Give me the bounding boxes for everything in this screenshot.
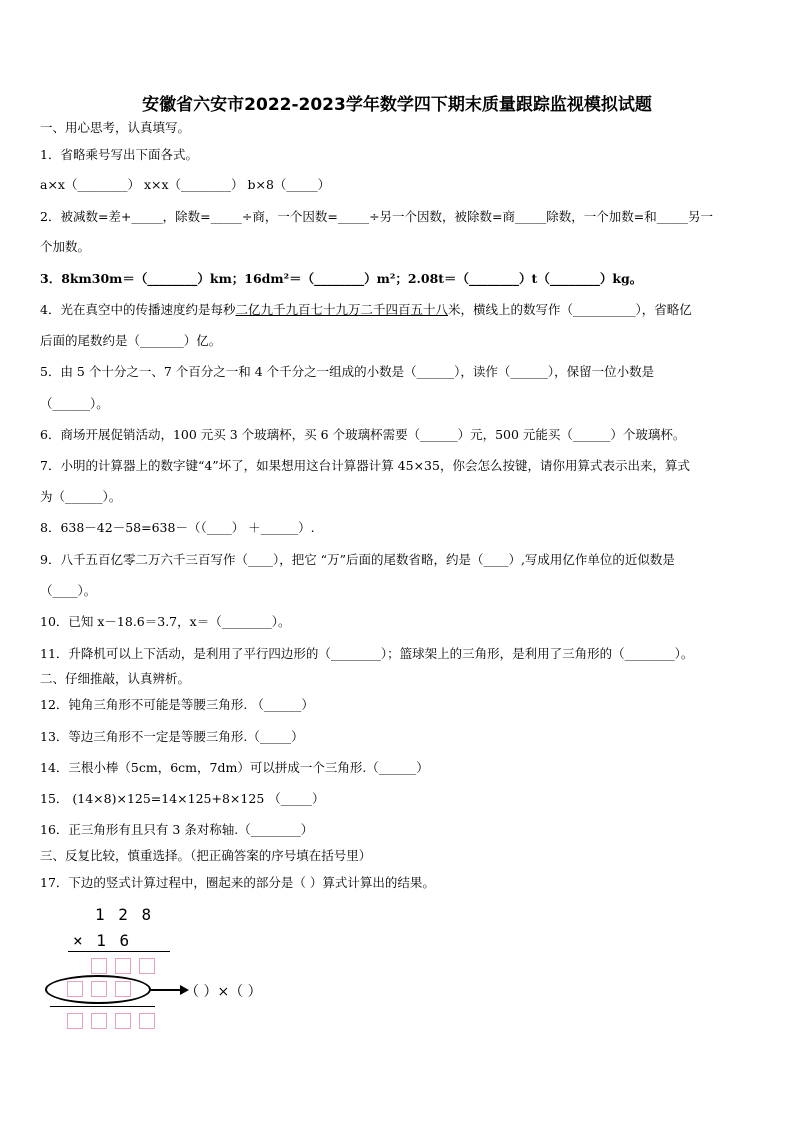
question-8: 8．638－42－58=638－（（____） ＋______）. [40, 520, 315, 535]
question-5: 5．由 5 个十分之一、7 个百分之一和 4 个千分之一组成的小数是（______），读作（______），保留一位小数是 [40, 364, 655, 379]
question-7: 7．小明的计算器上的数字键“4”坏了，如果想用这台计算器计算 45×35，你会怎么按键，请你用算式表示出来，算式 [40, 458, 690, 473]
question-14: 14．三根小棒（5cm，6cm，7dm）可以拼成一个三角形.（______） [40, 760, 429, 775]
question-5-cont: （______）。 [40, 396, 109, 411]
section-2-heading: 二、仔细推敲，认真辨析。 [40, 671, 191, 686]
calc-line-2 [50, 1006, 155, 1007]
section-3-heading: 三、反复比较，慎重选择。（把正确答案的序号填在括号里） [40, 848, 372, 863]
question-10: 10．已知 x－18.6＝3.7，x＝（________）。 [40, 614, 291, 629]
answer-parens: （ ）×（ ） [185, 984, 262, 1000]
question-4-underlined: 二亿九千九百七十九万二千四百五十八 [235, 302, 448, 317]
multiplier: × 1 6 [73, 931, 132, 950]
question-4-prefix: 4．光在真空中的传播速度约是每秒 [40, 302, 236, 317]
question-15: 15． (14×8)×125=14×125+8×125 （_____） [40, 791, 325, 806]
question-13: 13．等边三角形不一定是等腰三角形.（_____） [40, 729, 304, 744]
section-1-heading: 一、用心思考，认真填写。 [40, 120, 191, 135]
digit-box [139, 1013, 155, 1029]
multiplicand: 1 2 8 [95, 905, 154, 924]
question-4 [40, 302, 692, 318]
question-11: 11．升降机可以上下活动，是利用了平行四边形的（________）；篮球架上的三角形，是利用了三角形的（________）。 [40, 646, 694, 661]
calc-line-1 [68, 951, 170, 952]
question-7-cont: 为（______）。 [40, 489, 122, 504]
question-2-cont: 个加数。 [40, 239, 91, 254]
question-1: 1．省略乘号写出下面各式。 [40, 147, 198, 162]
digit-box [115, 1013, 131, 1029]
question-1-items: a×x（________） x×x（________） b×8（_____） [40, 177, 331, 192]
digit-box [115, 958, 131, 974]
question-2: 2．被减数=差+_____，除数=_____÷商，一个因数=_____÷另一个因数，被除数=商_____除数，一个加数=和_____另一 [40, 209, 713, 224]
question-3: 3．8km30m＝（________）km；16dm²＝（________）m²；2.08t＝（________）t（________）kg。 [40, 271, 643, 286]
circled-partial-product [45, 975, 151, 1004]
digit-box [67, 1013, 83, 1029]
page-title: 安徽省六安市2022-2023学年数学四下期末质量跟踪监视模拟试题 [142, 95, 652, 115]
vertical-multiplication-figure [40, 905, 340, 1035]
digit-box [91, 1013, 107, 1029]
question-17: 17．下边的竖式计算过程中，圈起来的部分是（ ）算式计算出的结果。 [40, 875, 435, 890]
question-16: 16．正三角形有且只有 3 条对称轴.（________） [40, 822, 314, 837]
question-6: 6．商场开展促销活动，100 元买 3 个玻璃杯，买 6 个玻璃杯需要（______）元，500 元能买（______）个玻璃杯。 [40, 427, 686, 442]
question-9-cont: （____）。 [40, 583, 97, 598]
arrow-line [151, 989, 181, 991]
digit-box [91, 958, 107, 974]
question-12: 12．钝角三角形不可能是等腰三角形. （______） [40, 697, 314, 712]
digit-box [139, 958, 155, 974]
question-4-suffix: 米，横线上的数写作（__________），省略亿 [447, 302, 692, 317]
question-9: 9．八千五百亿零二万六千三百写作（____），把它 “万”后面的尾数省略，约是（____）,写成用亿作单位的近似数是 [40, 552, 675, 567]
question-4-cont: 后面的尾数约是（_______）亿。 [40, 333, 222, 348]
